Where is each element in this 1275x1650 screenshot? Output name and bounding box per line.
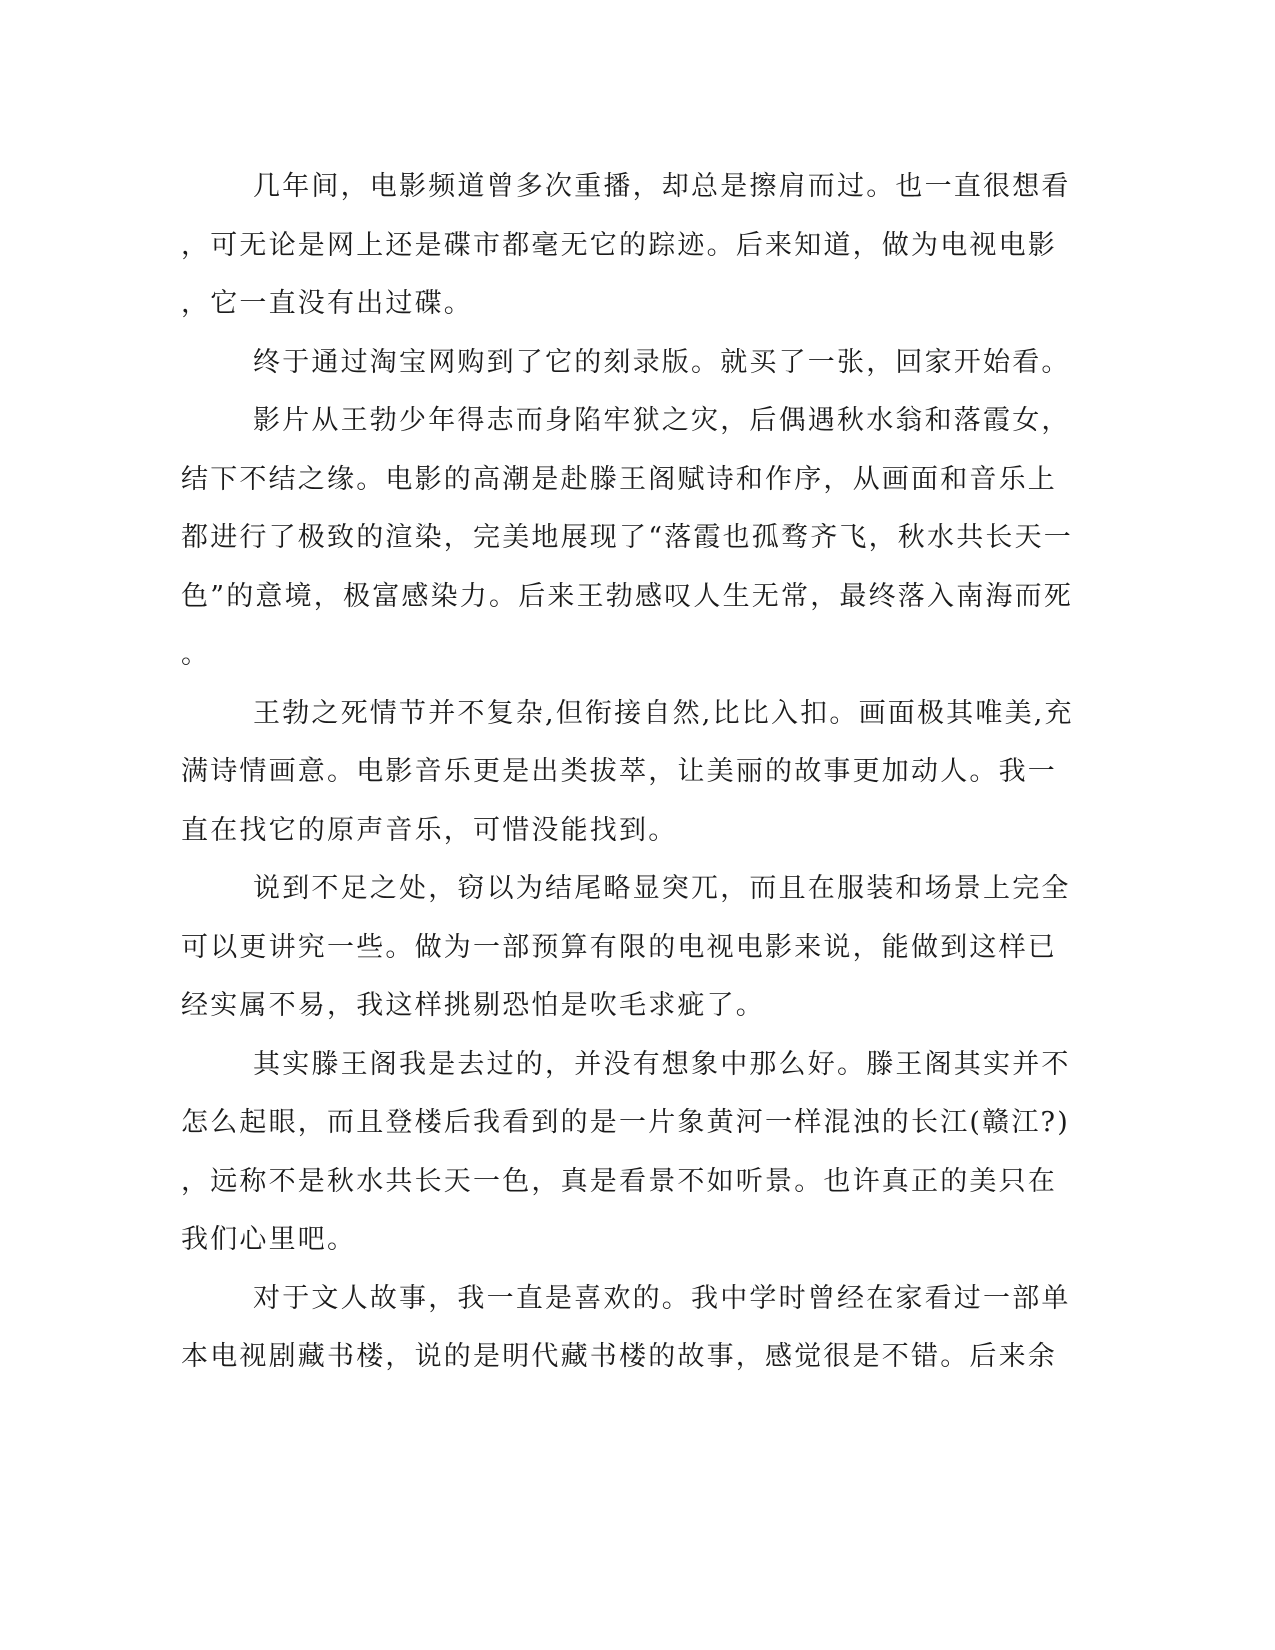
paragraph-2: [181, 334, 1071, 393]
paragraph-1: [181, 158, 1071, 334]
text-line: ，它一直没有出过碟。: [181, 288, 473, 319]
document-body: [181, 158, 1074, 1387]
text-line: 本电视剧藏书楼，说的是明代藏书楼的故事，感觉很是不错。后来余: [181, 1341, 1057, 1372]
text-line: 影片从王勃少年得志而身陷牢狱之灾，后偶遇秋水翁和落霞女，: [253, 405, 1071, 436]
text-line: 王勃之死情节并不复杂,但衔接自然,比比入扣。画面极其唯美,充: [253, 697, 1074, 729]
paragraph-7: [181, 1270, 1071, 1387]
text-line: 直在找它的原声音乐，可惜没能找到。: [181, 814, 678, 846]
paragraph-6: [181, 1036, 1071, 1270]
text-line: 。: [181, 639, 211, 670]
text-line: 几年间，电影频道曾多次重播，却总是擦肩而过。也一直很想看: [253, 171, 1071, 202]
text-line: 其实滕王阁我是去过的，并没有想象中那么好。滕王阁其实并不: [253, 1048, 1071, 1080]
text-line: 经实属不易，我这样挑剔恐怕是吹毛求疵了。: [181, 990, 765, 1021]
paragraph-4: [181, 685, 1074, 861]
paragraph-5: [181, 860, 1071, 1036]
text-line: 终于通过淘宝网购到了它的刻录版。就买了一张，回家开始看。: [253, 346, 1071, 378]
text-line: ，可无论是网上还是碟市都毫无它的踪迹。后来知道，做为电视电影: [181, 229, 1057, 261]
text-line: ，远称不是秋水共长天一色，真是看景不如听景。也许真正的美只在: [181, 1165, 1057, 1197]
text-line: 说到不足之处，窃以为结尾略显突兀，而且在服装和场景上完全: [253, 873, 1071, 904]
text-line: 结下不结之缘。电影的高潮是赴滕王阁赋诗和作序，从画面和音乐上: [181, 463, 1057, 495]
text-line: 怎么起眼，而且登楼后我看到的是一片象黄河一样混浊的长江(赣江?): [181, 1107, 1070, 1138]
text-line: 色”的意境，极富感染力。后来王勃感叹人生无常，最终落入南海而死: [181, 580, 1074, 612]
text-line: 我们心里吧。: [181, 1224, 357, 1255]
text-line: 对于文人故事，我一直是喜欢的。我中学时曾经在家看过一部单: [253, 1282, 1071, 1314]
paragraph-3: [181, 392, 1074, 685]
text-line: 可以更讲究一些。做为一部预算有限的电视电影来说，能做到这样已: [181, 931, 1057, 963]
text-line: 满诗情画意。电影音乐更是出类拔萃，让美丽的故事更加动人。我一: [181, 756, 1057, 787]
text-line: 都进行了极致的渲染，完美地展现了“落霞也孤骛齐飞，秋水共长天一: [181, 522, 1074, 553]
